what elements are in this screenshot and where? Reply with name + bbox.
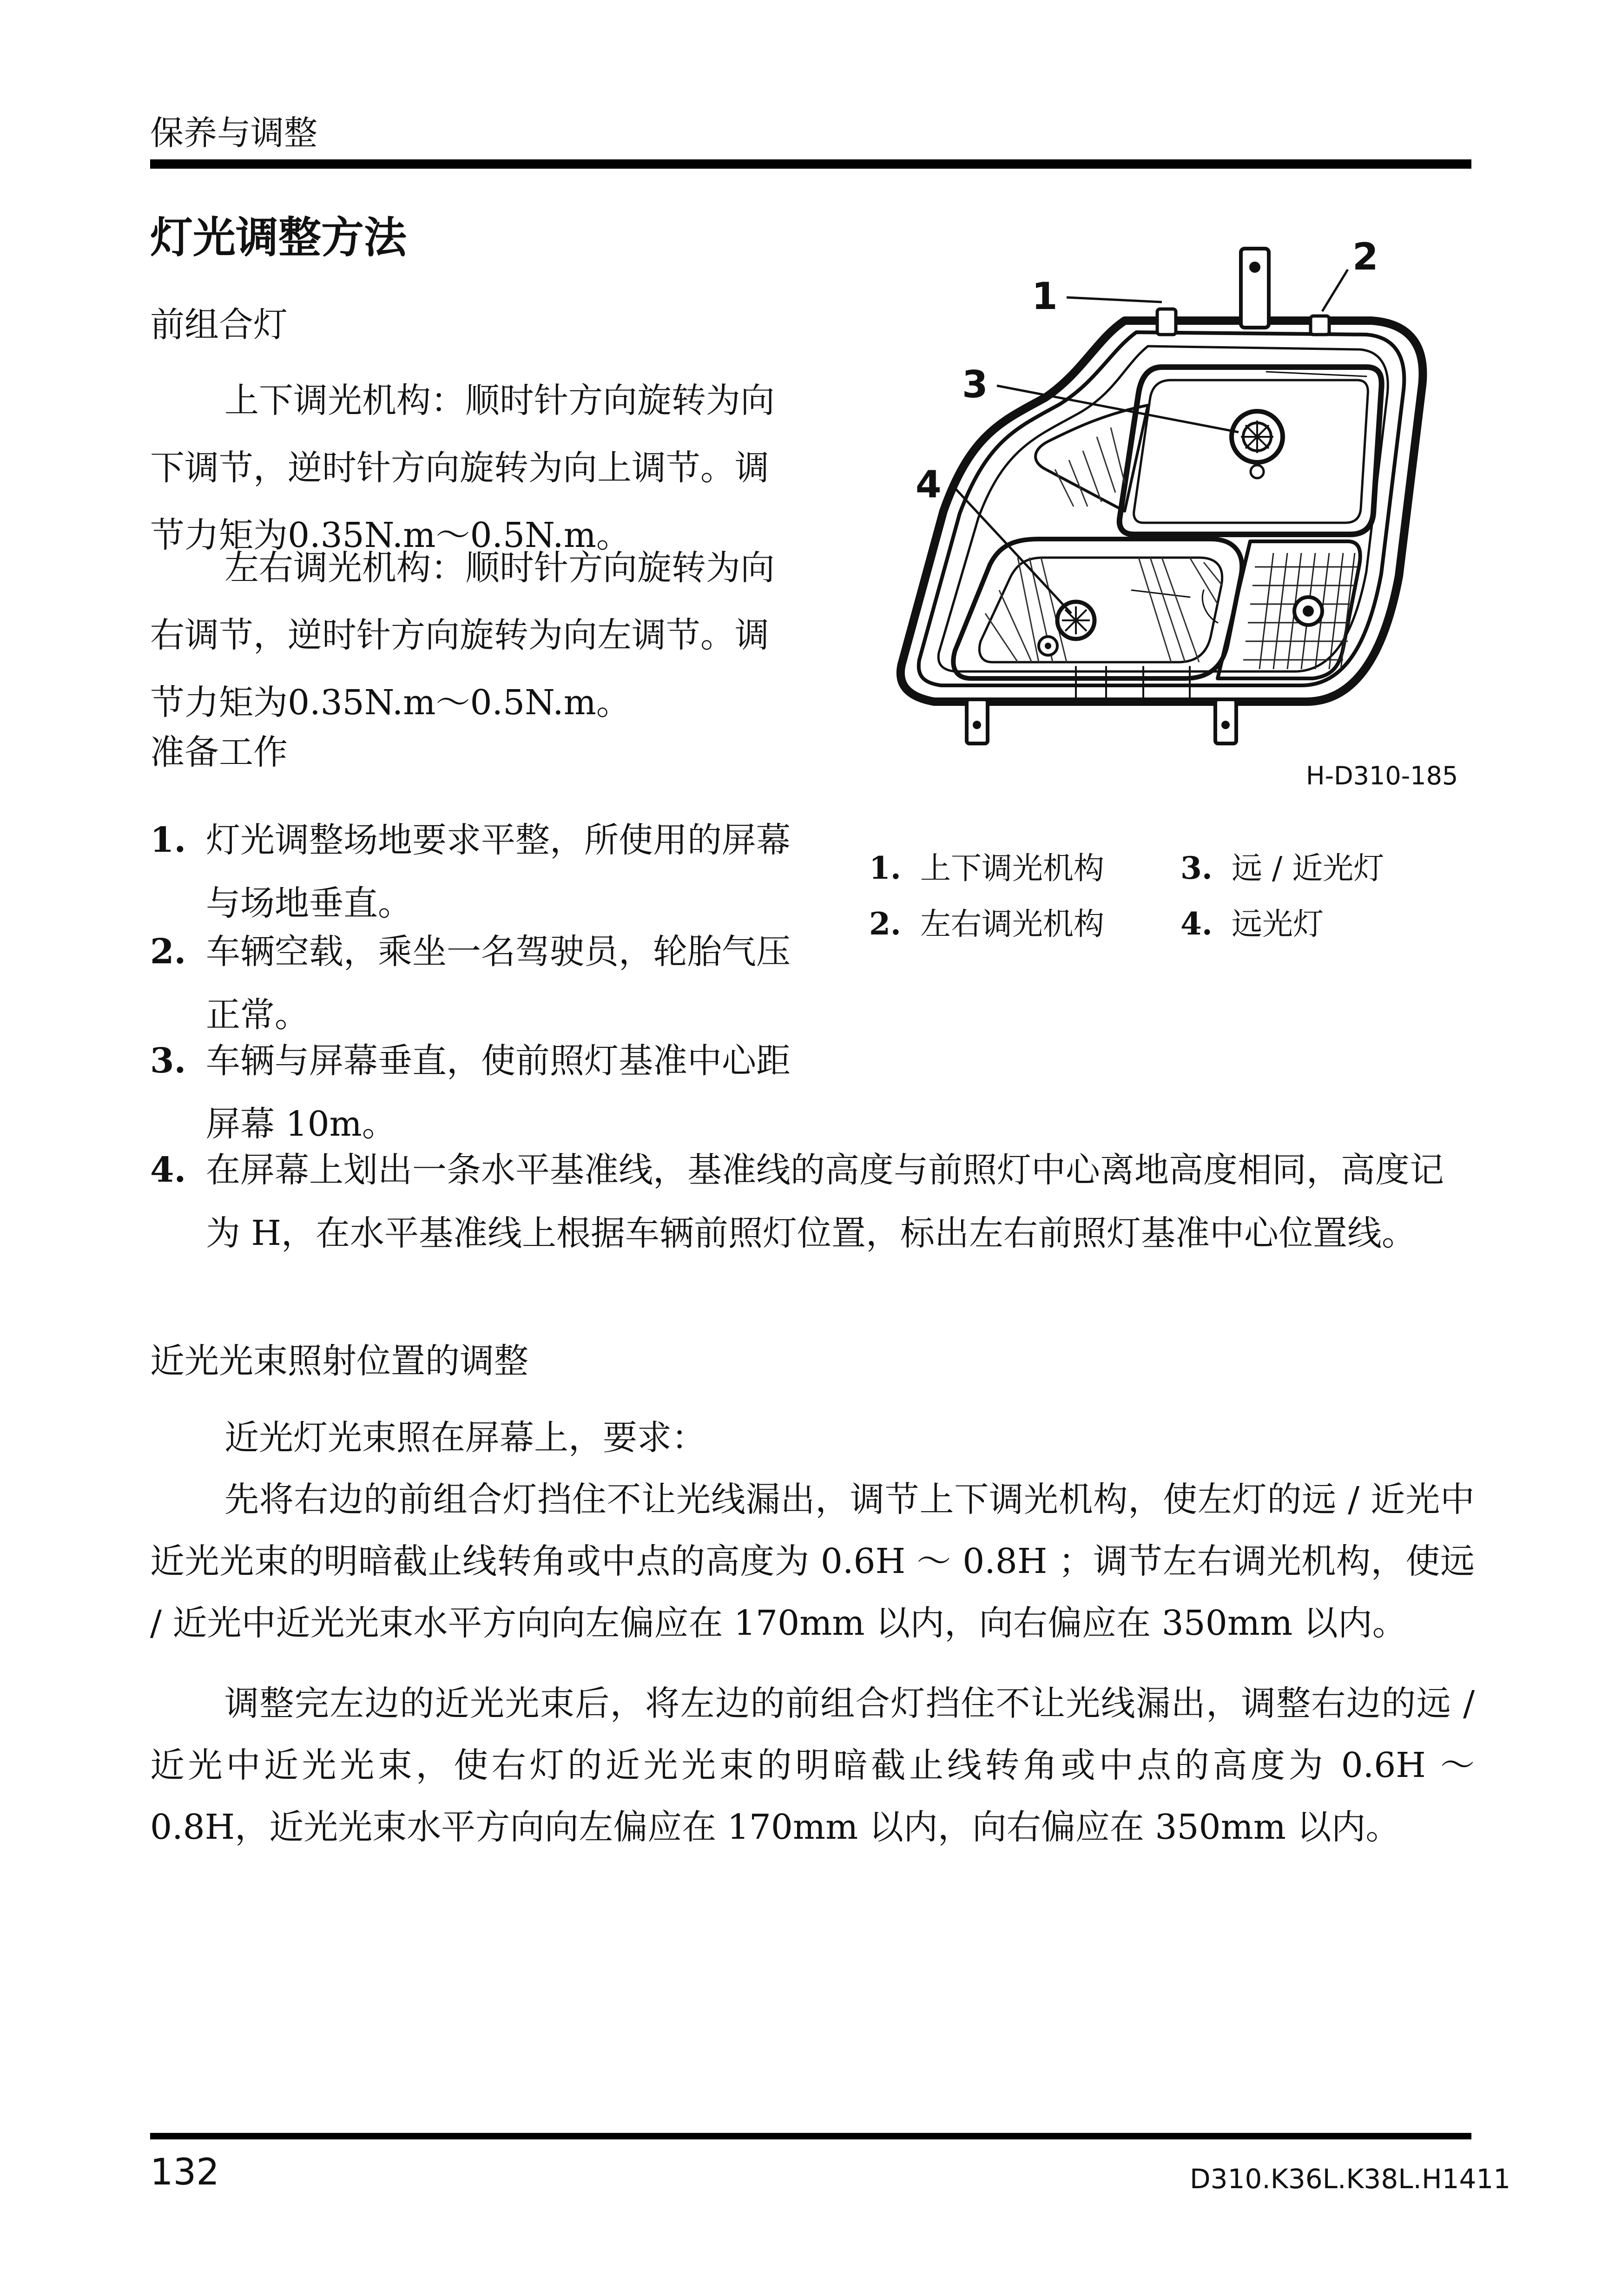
headlamp-diagram bbox=[864, 232, 1469, 813]
legend-number: 2. bbox=[869, 906, 901, 942]
beam-left-text: 先将右边的前组合灯挡住不让光线漏出，调节上下调光机构，使左灯的远 / 近光中近光光束的明暗截止线转角或中点的高度为 0.6H ～ 0.8H ；调节左右调光机构，使远 / 近光中近光光束水平方向向左偏应在 170mm 以内，向右偏应在 350mm 以内。 bbox=[150, 1480, 1475, 1643]
page-number: 132 bbox=[150, 2151, 219, 2193]
prep-item-number: 1. bbox=[150, 820, 186, 860]
beam-right-text: 调整完左边的近光光束后，将左边的前组合灯挡住不让光线漏出，调整右边的远 / 近光中近光光束，使右灯的近光光束的明暗截止线转角或中点的高度为 0.6H ～ 0.8H，近光光束水平方向向左偏应在 170mm 以内，向右偏应在 350mm 以内。 bbox=[150, 1684, 1475, 1847]
prep-item bbox=[150, 1138, 1475, 1265]
legend-label: 上下调光机构 bbox=[920, 850, 1104, 886]
callout-1: 1 bbox=[1032, 275, 1058, 318]
updown-adjuster-text: 上下调光机构：顺时针方向旋转为向下调节，逆时针方向旋转为向上调节。调节力矩为0.35N.m～0.5N.m。 bbox=[150, 381, 775, 555]
legend-item bbox=[869, 843, 1104, 888]
beam-heading: 近光光束照射位置的调整 bbox=[150, 1341, 528, 1381]
header-section-title: 保养与调整 bbox=[150, 113, 318, 152]
prep-item-number: 3. bbox=[150, 1041, 186, 1081]
prep-item-number: 4. bbox=[150, 1150, 186, 1190]
legend-number: 3. bbox=[1180, 850, 1213, 886]
prep-item-number: 2. bbox=[150, 932, 186, 972]
beam-left-paragraph bbox=[150, 1469, 1475, 1654]
callout-4: 4 bbox=[916, 463, 942, 506]
legend-item bbox=[869, 899, 1104, 943]
legend-label: 左右调光机构 bbox=[920, 906, 1104, 942]
prep-item bbox=[150, 1029, 791, 1156]
prep-item bbox=[150, 809, 791, 935]
leftright-adjuster-text: 左右调光机构：顺时针方向旋转为向右调节，逆时针方向旋转为向左调节。调节力矩为0.35N.m～0.5N.m。 bbox=[150, 548, 775, 723]
prep-item-text: 车辆空载，乘坐一名驾驶员，轮胎气压正常。 bbox=[206, 932, 791, 1035]
beam-requirement-text: 近光灯光束照在屏幕上，要求： bbox=[224, 1418, 706, 1458]
callout-3: 3 bbox=[962, 363, 988, 406]
footer-rule bbox=[150, 2133, 1471, 2139]
prep-item bbox=[150, 920, 791, 1046]
figure-code: H-D310-185 bbox=[1306, 761, 1458, 790]
prep-heading: 准备工作 bbox=[150, 732, 288, 772]
header-rule bbox=[150, 159, 1471, 169]
legend-number: 1. bbox=[869, 850, 901, 886]
document-code: D310.K36L.K38L.H1411 bbox=[1190, 2163, 1511, 2195]
prep-item-text: 灯光调整场地要求平整，所使用的屏幕与场地垂直。 bbox=[206, 820, 791, 923]
prep-item-text: 在屏幕上划出一条水平基准线，基准线的高度与前照灯中心离地高度相同，高度记为 H，在水平基准线上根据车辆前照灯位置，标出左右前照灯基准中心位置线。 bbox=[206, 1150, 1444, 1253]
legend-item bbox=[1180, 843, 1384, 888]
legend-label: 远 / 近光灯 bbox=[1232, 850, 1384, 886]
beam-requirement-paragraph bbox=[150, 1407, 1475, 1469]
page-title: 灯光调整方法 bbox=[150, 213, 407, 263]
legend-label: 远光灯 bbox=[1232, 906, 1324, 942]
leftright-adjuster-paragraph bbox=[150, 534, 789, 737]
legend-number: 4. bbox=[1180, 906, 1213, 942]
callout-2: 2 bbox=[1352, 235, 1378, 278]
beam-right-paragraph bbox=[150, 1673, 1475, 1858]
prep-item-text: 车辆与屏幕垂直，使前照灯基准中心距屏幕 10m。 bbox=[206, 1041, 791, 1144]
legend-item bbox=[1180, 899, 1324, 943]
front-lamp-heading: 前组合灯 bbox=[150, 305, 288, 345]
